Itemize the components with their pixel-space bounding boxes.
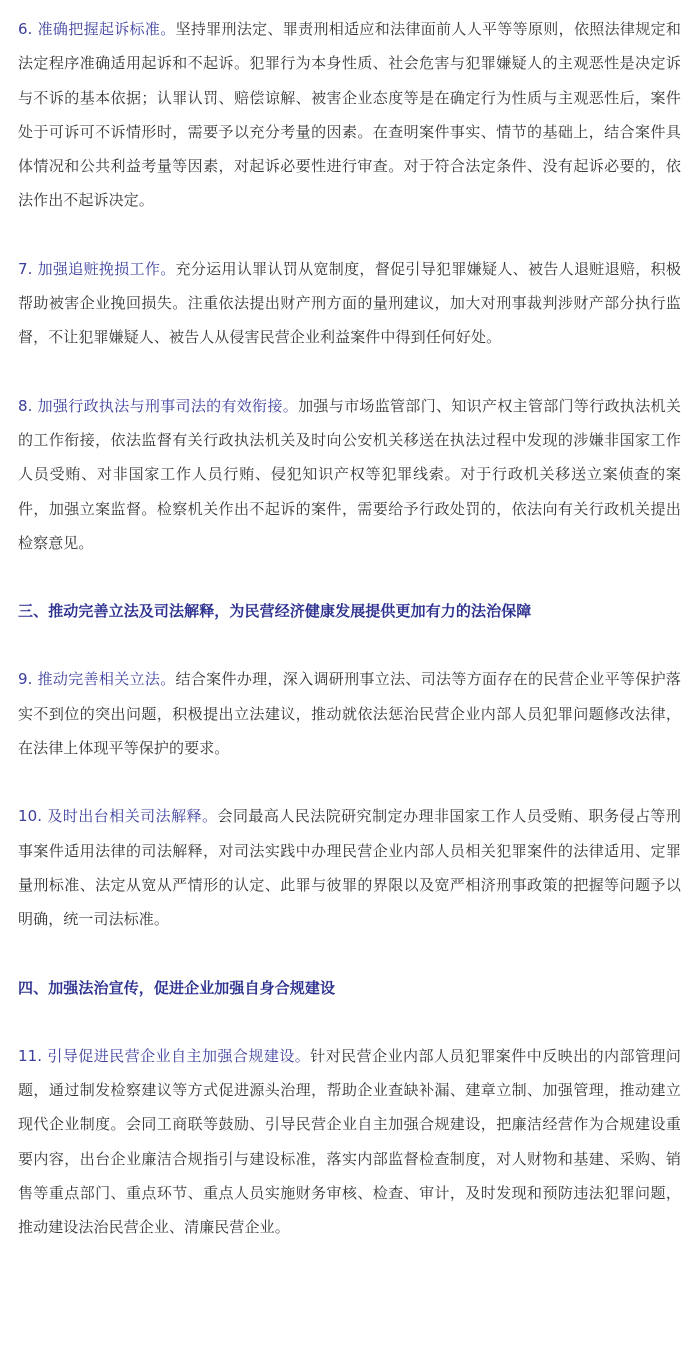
item-body: 针对民营企业内部人员犯罪案件中反映出的内部管理问题，通过制发检察建议等方式促进源头治理，帮助企业查缺补漏、建章立制、加强管理，推动建立现代企业制度。会同工商联等鼓励、引导民营企业自主加强合规建设，把廉洁经营作为合规建设重要内容，出台企业廉洁合规指引与建设标准，落实内部监督检查制度，对人财物和基建、采购、销售等重点部门、重点环节、重点人员实施财务审核、检查、审计，及时发现和预防违法犯罪问题，推动建设法治民营企业、清廉民营企业。 — [18, 1046, 681, 1237]
paragraph-item-6 — [18, 12, 681, 218]
item-body: 坚持罪刑法定、罪责刑相适应和法律面前人人平等等原则，依照法律规定和法定程序准确适用起诉和不起诉。犯罪行为本身性质、社会危害与犯罪嫌疑人的主观恶性是决定诉与不诉的基本依据；认罪认罚、赔偿谅解、被害企业态度等是在确定行为性质与主观恶性后，案件处于可诉可不诉情形时，需要予以充分考量的因素。在查明案件事实、情节的基础上，结合案件具体情况和公共利益考量等因素，对起诉必要性进行审查。对于符合法定条件、没有起诉必要的，依法作出不起诉决定。 — [18, 20, 682, 210]
item-body: 会同最高人民法院研究制定办理非国家工作人员受贿、职务侵占等刑事案件适用法律的司法解释，对司法实践中办理民营企业内部人员相关犯罪案件的法律适用、定罪量刑标准、法定从宽从严情形的认定、此罪与彼罪的界限以及宽严相济刑事政策的把握等问题予以明确，统一司法标准。 — [18, 807, 681, 929]
paragraph-item-8 — [18, 389, 681, 560]
item-body: 充分运用认罪认罚从宽制度，督促引导犯罪嫌疑人、被告人退赃退赔，积极帮助被害企业挽回损失。注重依法提出财产刑方面的量刑建议，加大对刑事裁判涉财产部分执行监督，不让犯罪嫌疑人、被告人从侵害民营企业利益案件中得到任何好处。 — [18, 259, 682, 347]
section-heading-4: 四、加强法治宣传，促进企业加强自身合规建设 — [18, 978, 336, 997]
item-lead: 10. 及时出台相关司法解释。 — [18, 807, 218, 826]
item-lead: 11. 引导促进民营企业自主加强合规建设。 — [18, 1046, 311, 1065]
section-heading-3: 三、推动完善立法及司法解释，为民营经济健康发展提供更加有力的法治保障 — [18, 602, 532, 621]
item-body: 加强与市场监管部门、知识产权主管部门等行政执法机关的工作衔接，依法监督有关行政执法机关及时向公安机关移送在执法过程中发现的涉嫌非国家工作人员受贿、对非国家工作人员行贿、侵犯知识产权等犯罪线索。对于行政机关移送立案侦查的案件，加强立案监督。检察机关作出不起诉的案件，需要给予行政处罚的，依法向有关行政机关提出检察意见。 — [18, 396, 681, 552]
item-lead: 8. 加强行政执法与刑事司法的有效衔接。 — [18, 396, 299, 415]
paragraph-item-10 — [18, 799, 681, 936]
item-lead: 6. 准确把握起诉标准。 — [18, 20, 176, 38]
paragraph-item-7 — [18, 252, 681, 355]
item-lead: 7. 加强追赃挽损工作。 — [18, 259, 176, 278]
item-lead: 9. 推动完善相关立法。 — [18, 670, 176, 689]
paragraph-item-9 — [18, 662, 681, 765]
paragraph-item-11 — [18, 1039, 681, 1245]
item-body: 结合案件办理，深入调研刑事立法、司法等方面存在的民营企业平等保护落实不到位的突出问题，积极提出立法建议，推动就依法惩治民营企业内部人员犯罪问题修改法律，在法律上体现平等保护的要求。 — [18, 670, 682, 758]
